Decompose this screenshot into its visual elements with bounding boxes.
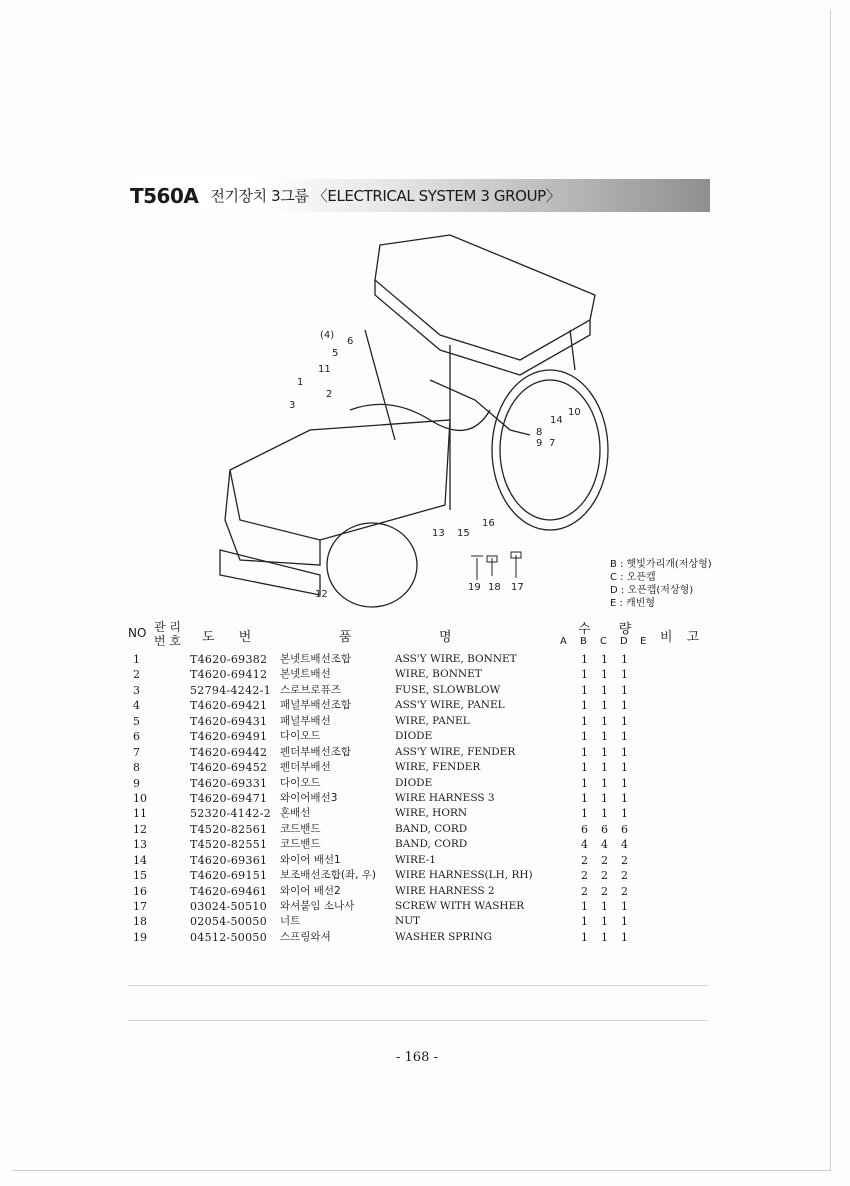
- part-code: 03024-50510: [190, 900, 268, 913]
- part-name-kr: 너트: [280, 915, 301, 928]
- part-code: 04512-50050: [190, 930, 268, 944]
- header-name-a: 품: [339, 630, 352, 645]
- part-code: T4520-82551: [190, 838, 268, 852]
- part-name-en: WIRE, FENDER: [395, 761, 481, 774]
- legend-item-c: C : 오픈캡: [610, 572, 656, 583]
- qty-c: 1: [601, 745, 608, 759]
- table-row: [128, 806, 728, 821]
- part-name-kr: 와셔붙임 소나사: [280, 900, 355, 912]
- qty-c: 6: [601, 822, 608, 836]
- part-name-kr: 본넷트배선: [280, 668, 331, 681]
- part-code: 52794-4242-1: [190, 683, 272, 697]
- qty-b: 1: [581, 807, 588, 821]
- qty-c: 1: [601, 653, 608, 666]
- header-mgmt-top: 관 리: [154, 620, 181, 634]
- callout-12: 12: [315, 589, 328, 600]
- part-code: T4620-69461: [190, 884, 268, 898]
- part-code: T4620-69151: [190, 869, 268, 883]
- part-no: 1: [133, 653, 140, 666]
- qty-d: 1: [621, 730, 628, 744]
- qty-d: 1: [621, 791, 628, 805]
- callout-8: 8: [536, 427, 543, 438]
- part-code: T4620-69491: [190, 730, 268, 744]
- table-row: [128, 714, 728, 729]
- part-no: 4: [133, 699, 140, 713]
- part-name-en: ASS'Y WIRE, BONNET: [395, 653, 517, 665]
- legend-item-b: B : 햇빛가리개(저상형): [610, 559, 712, 570]
- qty-d: 1: [621, 653, 628, 666]
- qty-b: 6: [581, 822, 588, 836]
- callout-2: 2: [326, 389, 333, 400]
- table-row: [128, 667, 728, 682]
- part-name-en: BAND, CORD: [395, 838, 468, 851]
- part-name-kr: 다이오드: [280, 776, 321, 789]
- part-no: 16: [133, 884, 147, 898]
- section-title: 전기장치 3그룹 〈ELECTRICAL SYSTEM 3 GROUP〉: [210, 187, 561, 205]
- qty-b: 1: [581, 668, 588, 682]
- part-name-kr: 혼배선: [280, 807, 311, 820]
- table-row: [128, 914, 728, 929]
- qty-c: 1: [601, 900, 608, 913]
- part-code: T4620-69431: [190, 714, 268, 728]
- part-name-en: ASS'Y WIRE, FENDER: [395, 745, 516, 758]
- part-name-en: WIRE HARNESS 3: [395, 791, 495, 804]
- table-row: [128, 776, 728, 791]
- part-no: 9: [133, 776, 140, 790]
- qty-c: 1: [601, 683, 608, 697]
- part-name-en: WIRE, PANEL: [395, 714, 470, 727]
- qty-b: 1: [581, 714, 588, 728]
- nut-18: [487, 556, 497, 576]
- part-no: 13: [133, 838, 147, 852]
- part-code: T4520-82561: [190, 822, 268, 836]
- qty-d: 1: [621, 900, 628, 913]
- part-name-kr: 코드밴드: [280, 822, 321, 835]
- hood: [230, 420, 450, 540]
- qty-d: 1: [621, 745, 628, 759]
- part-name-en: FUSE, SLOWBLOW: [395, 683, 501, 696]
- qty-b: 4: [581, 838, 588, 852]
- qty-b: 2: [581, 884, 588, 898]
- table-row: [128, 729, 728, 744]
- qty-c: 1: [601, 730, 608, 744]
- legend: [610, 558, 712, 610]
- part-name-en: BAND, CORD: [395, 822, 468, 835]
- part-no: 11: [133, 807, 147, 821]
- front-wheel: [327, 523, 417, 607]
- qty-d: 1: [621, 915, 628, 929]
- qty-c: 1: [601, 668, 608, 682]
- callout-11: 11: [318, 364, 331, 375]
- callout-16: 16: [482, 518, 495, 529]
- qty-c: 1: [601, 807, 608, 821]
- part-name-kr: 본넷트배선조합: [280, 653, 352, 665]
- qty-d: 1: [621, 930, 628, 944]
- callout-17: 17: [511, 582, 524, 593]
- qty-col-b: B: [580, 636, 587, 647]
- part-name-en: WIRE, BONNET: [395, 668, 482, 681]
- header-drawing: 도 번: [202, 630, 252, 645]
- callout-7: 7: [549, 438, 556, 449]
- qty-c: 1: [601, 930, 608, 944]
- qty-b: 1: [581, 730, 588, 744]
- parts-table: [128, 652, 728, 945]
- part-code: T4620-69382: [190, 653, 268, 666]
- part-name-en: DIODE: [395, 776, 433, 789]
- part-name-kr: 와이어배선3: [280, 791, 338, 804]
- qty-c: 4: [601, 838, 608, 852]
- callout-15: 15: [457, 528, 470, 539]
- part-name-en: WIRE HARNESS(LH, RH): [395, 869, 533, 882]
- part-name-kr: 펜더부배선조합: [280, 745, 352, 758]
- table-row: [128, 884, 728, 899]
- part-name-kr: 와이어 배선1: [280, 853, 341, 866]
- table-row: [128, 760, 728, 775]
- part-no: 7: [133, 745, 140, 759]
- front-weight: [220, 550, 320, 595]
- part-code: T4620-69442: [190, 745, 268, 759]
- qty-col-c: C: [600, 636, 607, 647]
- qty-d: 1: [621, 761, 628, 775]
- callout-6: 6: [347, 336, 354, 347]
- table-row: [128, 837, 728, 852]
- part-no: 17: [133, 900, 147, 913]
- section-title-bar: [130, 179, 710, 212]
- callout-18: 18: [488, 582, 501, 593]
- qty-c: 2: [601, 869, 608, 883]
- qty-col-a: A: [560, 636, 567, 647]
- qty-b: 1: [581, 745, 588, 759]
- part-name-kr: 스로브로퓨즈: [280, 683, 341, 696]
- qty-d: 2: [621, 884, 628, 898]
- part-no: 10: [133, 791, 147, 805]
- callout-13: 13: [432, 528, 445, 539]
- qty-d: 1: [621, 683, 628, 697]
- callout-1: 1: [297, 377, 304, 388]
- part-name-kr: 보조배선조합(좌, 우): [280, 869, 377, 882]
- bolt-19: [471, 556, 483, 580]
- qty-c: 2: [601, 884, 608, 898]
- qty-c: 2: [601, 853, 608, 867]
- table-row: [128, 868, 728, 883]
- qty-c: 1: [601, 761, 608, 775]
- table-row: [128, 652, 728, 667]
- qty-b: 1: [581, 683, 588, 697]
- screw-17: [511, 552, 521, 578]
- table-header: [128, 618, 718, 654]
- part-name-en: NUT: [395, 915, 421, 928]
- qty-c: 1: [601, 714, 608, 728]
- qty-col-d: D: [620, 636, 628, 647]
- cab-roof: [375, 235, 595, 360]
- qty-d: 1: [621, 699, 628, 713]
- table-row: [128, 698, 728, 713]
- part-name-kr: 스프링와셔: [280, 930, 331, 943]
- qty-b: 1: [581, 915, 588, 929]
- callout-10: 10: [568, 407, 581, 418]
- part-name-en: DIODE: [395, 730, 433, 743]
- part-name-en: SCREW WITH WASHER: [395, 900, 525, 912]
- callout-3: 3: [289, 400, 296, 411]
- table-row: [128, 791, 728, 806]
- header-remarks: 비 고: [660, 630, 700, 645]
- header-no: NO: [128, 626, 147, 640]
- qty-b: 2: [581, 853, 588, 867]
- part-name-en: WIRE HARNESS 2: [395, 884, 495, 897]
- part-code: T4620-69412: [190, 668, 268, 682]
- qty-d: 1: [621, 776, 628, 790]
- table-row: [128, 683, 728, 698]
- qty-b: 1: [581, 791, 588, 805]
- callout-14: 14: [550, 415, 563, 426]
- part-no: 15: [133, 869, 147, 883]
- part-no: 2: [133, 668, 140, 682]
- legend-item-d: D : 오픈캡(저상형): [610, 585, 694, 596]
- part-code: T4620-69421: [190, 699, 268, 713]
- qty-d: 1: [621, 807, 628, 821]
- qty-d: 1: [621, 668, 628, 682]
- part-name-en: WIRE-1: [395, 853, 436, 866]
- part-no: 6: [133, 730, 140, 744]
- part-name-en: WIRE, HORN: [395, 807, 468, 820]
- table-row: [128, 899, 728, 914]
- model-name: T560A: [130, 183, 199, 208]
- header-mgmt-bottom: 번 호: [154, 634, 181, 648]
- qty-b: 1: [581, 761, 588, 775]
- header-qty: 수 량: [578, 622, 632, 637]
- part-name-en: ASS'Y WIRE, PANEL: [395, 699, 505, 712]
- rear-wheel: [492, 370, 608, 530]
- part-name-kr: 패널부배선: [280, 714, 331, 727]
- qty-c: 1: [601, 791, 608, 805]
- callout-19: 19: [468, 582, 481, 593]
- part-name-kr: 코드밴드: [280, 838, 321, 851]
- qty-b: 1: [581, 900, 588, 913]
- part-name-kr: 다이오드: [280, 730, 321, 743]
- part-no: 14: [133, 853, 147, 867]
- part-name-kr: 펜더부배선: [280, 761, 331, 774]
- part-code: 02054-50050: [190, 915, 268, 929]
- qty-b: 1: [581, 699, 588, 713]
- part-no: 18: [133, 915, 147, 929]
- qty-d: 2: [621, 869, 628, 883]
- part-no: 12: [133, 822, 147, 836]
- part-no: 3: [133, 683, 140, 697]
- part-no: 5: [133, 714, 140, 728]
- part-no: 19: [133, 930, 147, 944]
- header-name-b: 명: [439, 630, 452, 645]
- part-name-en: WASHER SPRING: [395, 930, 492, 943]
- part-code: T4620-69331: [190, 776, 268, 790]
- qty-d: 1: [621, 714, 628, 728]
- qty-c: 1: [601, 915, 608, 929]
- qty-d: 2: [621, 853, 628, 867]
- part-no: 8: [133, 761, 140, 775]
- table-row: [128, 822, 728, 837]
- part-code: T4620-69471: [190, 791, 268, 805]
- part-name-kr: 와이어 배선2: [280, 884, 341, 897]
- qty-d: 4: [621, 838, 628, 852]
- qty-b: 1: [581, 930, 588, 944]
- table-row: [128, 930, 728, 945]
- tractor-electrical-diagram: [200, 220, 630, 620]
- part-name-kr: 패널부배선조합: [280, 699, 352, 712]
- legend-item-e: E : 캐빈형: [610, 598, 656, 609]
- callout-4: (4): [320, 330, 335, 341]
- qty-b: 1: [581, 653, 588, 666]
- qty-d: 6: [621, 822, 628, 836]
- callout-9: 9: [536, 438, 543, 449]
- table-row: [128, 745, 728, 760]
- table-row: [128, 853, 728, 868]
- qty-b: 2: [581, 869, 588, 883]
- callout-5: 5: [332, 348, 339, 359]
- qty-c: 1: [601, 776, 608, 790]
- part-code: 52320-4142-2: [190, 807, 272, 821]
- part-code: T4620-69452: [190, 761, 268, 775]
- qty-c: 1: [601, 699, 608, 713]
- part-code: T4620-69361: [190, 853, 268, 867]
- page-number: - 168 -: [396, 1050, 438, 1065]
- qty-b: 1: [581, 776, 588, 790]
- qty-col-e: E: [640, 636, 647, 647]
